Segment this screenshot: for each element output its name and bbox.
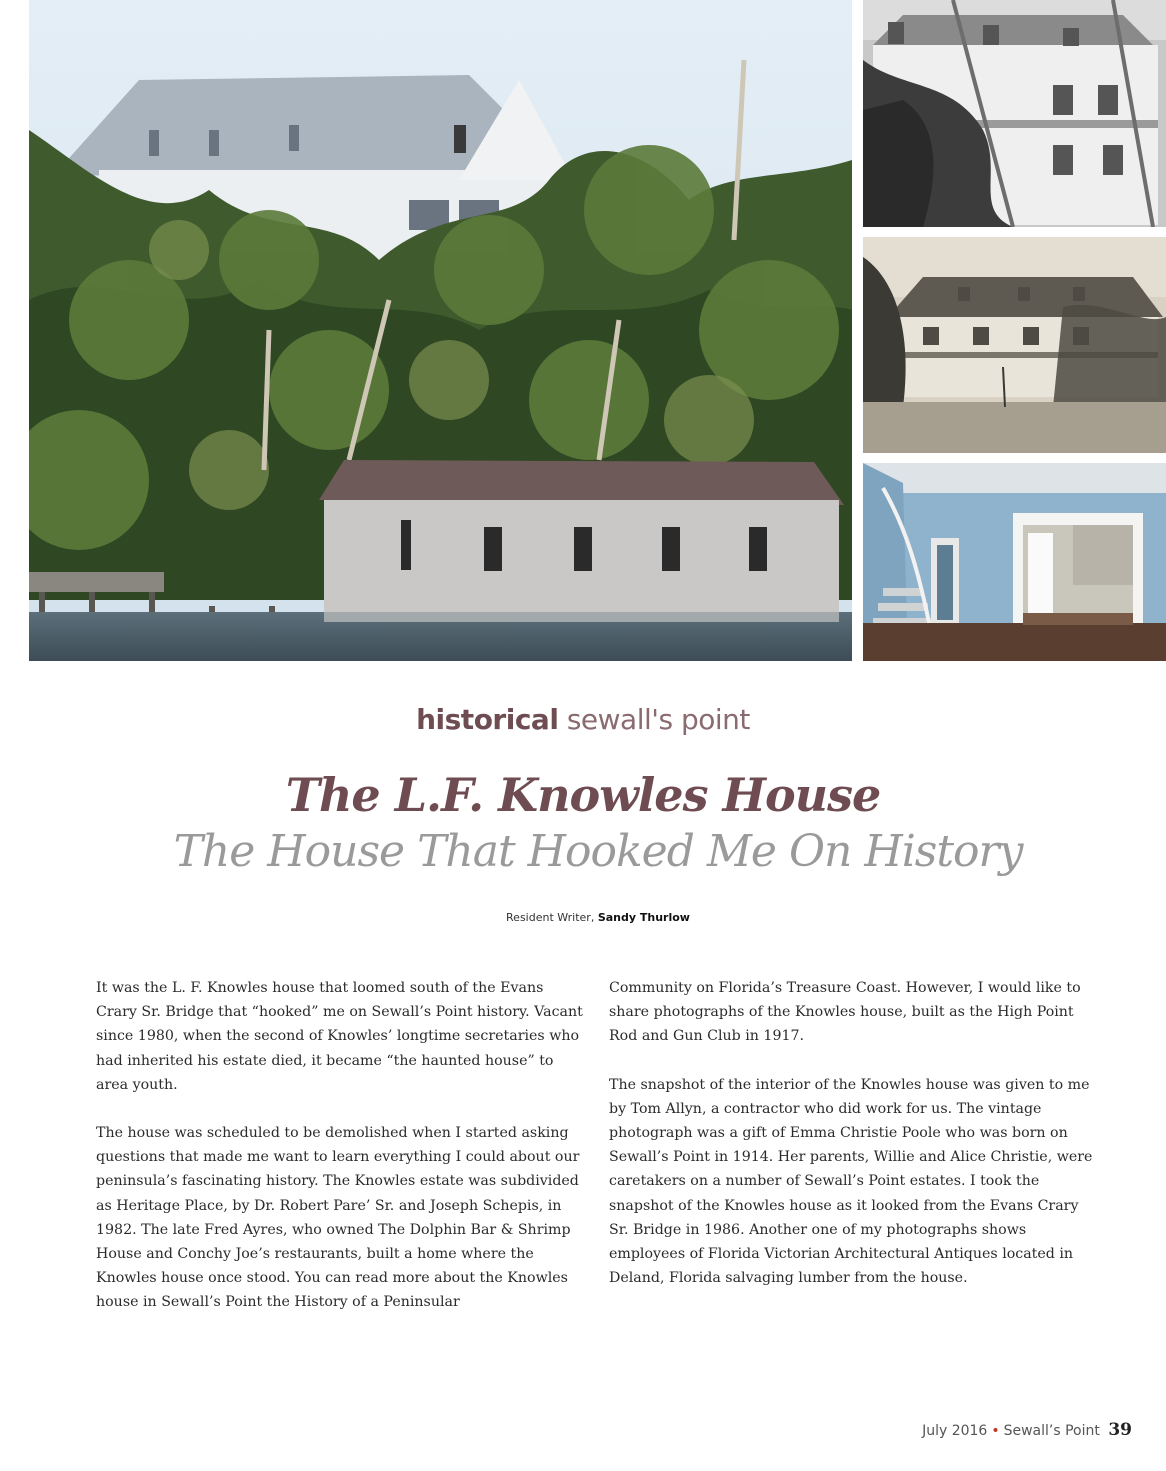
article-column-right (609, 976, 1101, 1314)
paragraph: The house was scheduled to be demolished when I started asking questions that made me want to learn everything I could about our peninsula’s fascinating history. The Knowles estate was subdivided as Heritage Place, by Dr. Robert Pare’ Sr. and Joseph Schepis, in 1982. The late Fred Ayres, who owned The Dolphin Bar & Shrimp House and Conchy Joe’s restaurants, built a home where the Knowles house once stood. You can read more about the Knowles house in Sewall’s Point the History of a Peninsular (96, 1125, 580, 1311)
paragraph: The snapshot of the interior of the Knowles house was given to me by Tom Allyn, a contractor who did work for us. The vintage photograph was a gift of Emma Christie Poole who was born on Sewall’s Point in 1914. Her parents, Willie and Alice Christie, were caretakers on a number of Sewall’s Point estates. I took the snapshot of the Knowles house as it looked from the Evans Crary Sr. Bridge in 1986. Another one of my photographs shows employees of Florida Victorian Architectural Antiques located in Deland, Florida salvaging lumber from the house. (609, 1076, 1093, 1287)
vintage-exterior-photo (863, 237, 1166, 453)
knowles-house-bridge-photo (29, 0, 852, 661)
footer-issue: July 2016 (922, 1423, 988, 1439)
section-label-bold: historical (416, 703, 559, 736)
bullet-separator: • (991, 1423, 1000, 1439)
footer-publication: Sewall’s Point (1003, 1423, 1100, 1439)
paragraph: Community on Florida’s Treasure Coast. However, I would like to share photographs of the Knowles house, built as the High Point Rod and Gun Club in 1917. (609, 980, 1081, 1045)
article-column-left (96, 976, 588, 1339)
article-subtitle: The House That Hooked Me On History (173, 826, 1023, 877)
paragraph: It was the L. F. Knowles house that loomed south of the Evans Crary Sr. Bridge that “hooked” me on Sewall’s Point history. Vacant since 1980, when the second of Knowles’ longtime secretaries who had inherited his estate died, it became “the haunted house” to area youth. (96, 980, 583, 1093)
byline (0, 911, 1166, 924)
article-title: The L.F. Knowles House (285, 768, 881, 822)
page-number: 39 (1108, 1420, 1132, 1440)
interior-photo (863, 463, 1166, 661)
section-label (0, 703, 1166, 736)
page-footer (922, 1420, 1132, 1440)
byline-role: Resident Writer, (506, 911, 595, 924)
byline-name: Sandy Thurlow (597, 911, 690, 924)
section-label-light: sewall's point (566, 703, 750, 736)
salvage-photo (863, 0, 1166, 227)
